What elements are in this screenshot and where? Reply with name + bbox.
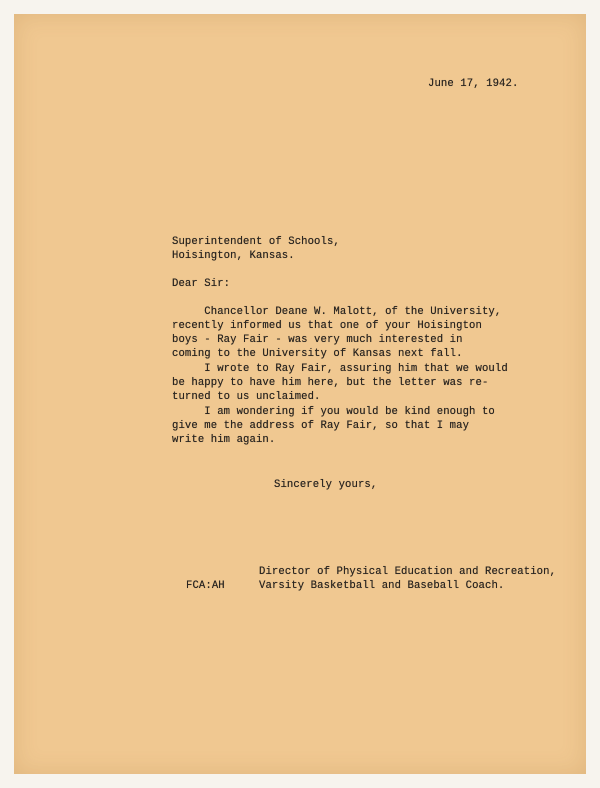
recipient-line-1: Superintendent of Schools,	[172, 236, 340, 248]
letter-page	[14, 14, 586, 774]
paragraph-1-line: recently informed us that one of your Hoisington	[172, 320, 482, 332]
typist-initials: FCA:AH	[186, 580, 225, 592]
paragraph-3-line: give me the address of Ray Fair, so that I may	[172, 420, 470, 432]
paragraph-3-line: I am wondering if you would be kind enough to	[172, 406, 495, 418]
salutation: Dear Sir:	[172, 278, 231, 290]
paragraph-2-line: I wrote to Ray Fair, assuring him that we would	[172, 363, 508, 375]
letter-date: June 17, 1942.	[428, 78, 519, 90]
paragraph-1-line: coming to the University of Kansas next fall.	[172, 348, 463, 360]
paragraph-3-line: write him again.	[172, 434, 276, 446]
paragraph-2-line: turned to us unclaimed.	[172, 391, 321, 403]
recipient-line-2: Hoisington, Kansas.	[172, 250, 295, 262]
paragraph-2-line: be happy to have him here, but the letter was re-	[172, 377, 489, 389]
signature-title-line-2: Varsity Basketball and Baseball Coach.	[259, 580, 505, 592]
signature-title-line-1: Director of Physical Education and Recreation,	[259, 566, 557, 578]
closing: Sincerely yours,	[274, 479, 378, 491]
paragraph-1-line: boys - Ray Fair - was very much interested in	[172, 334, 463, 346]
paragraph-1-line: Chancellor Deane W. Malott, of the University,	[172, 306, 502, 318]
